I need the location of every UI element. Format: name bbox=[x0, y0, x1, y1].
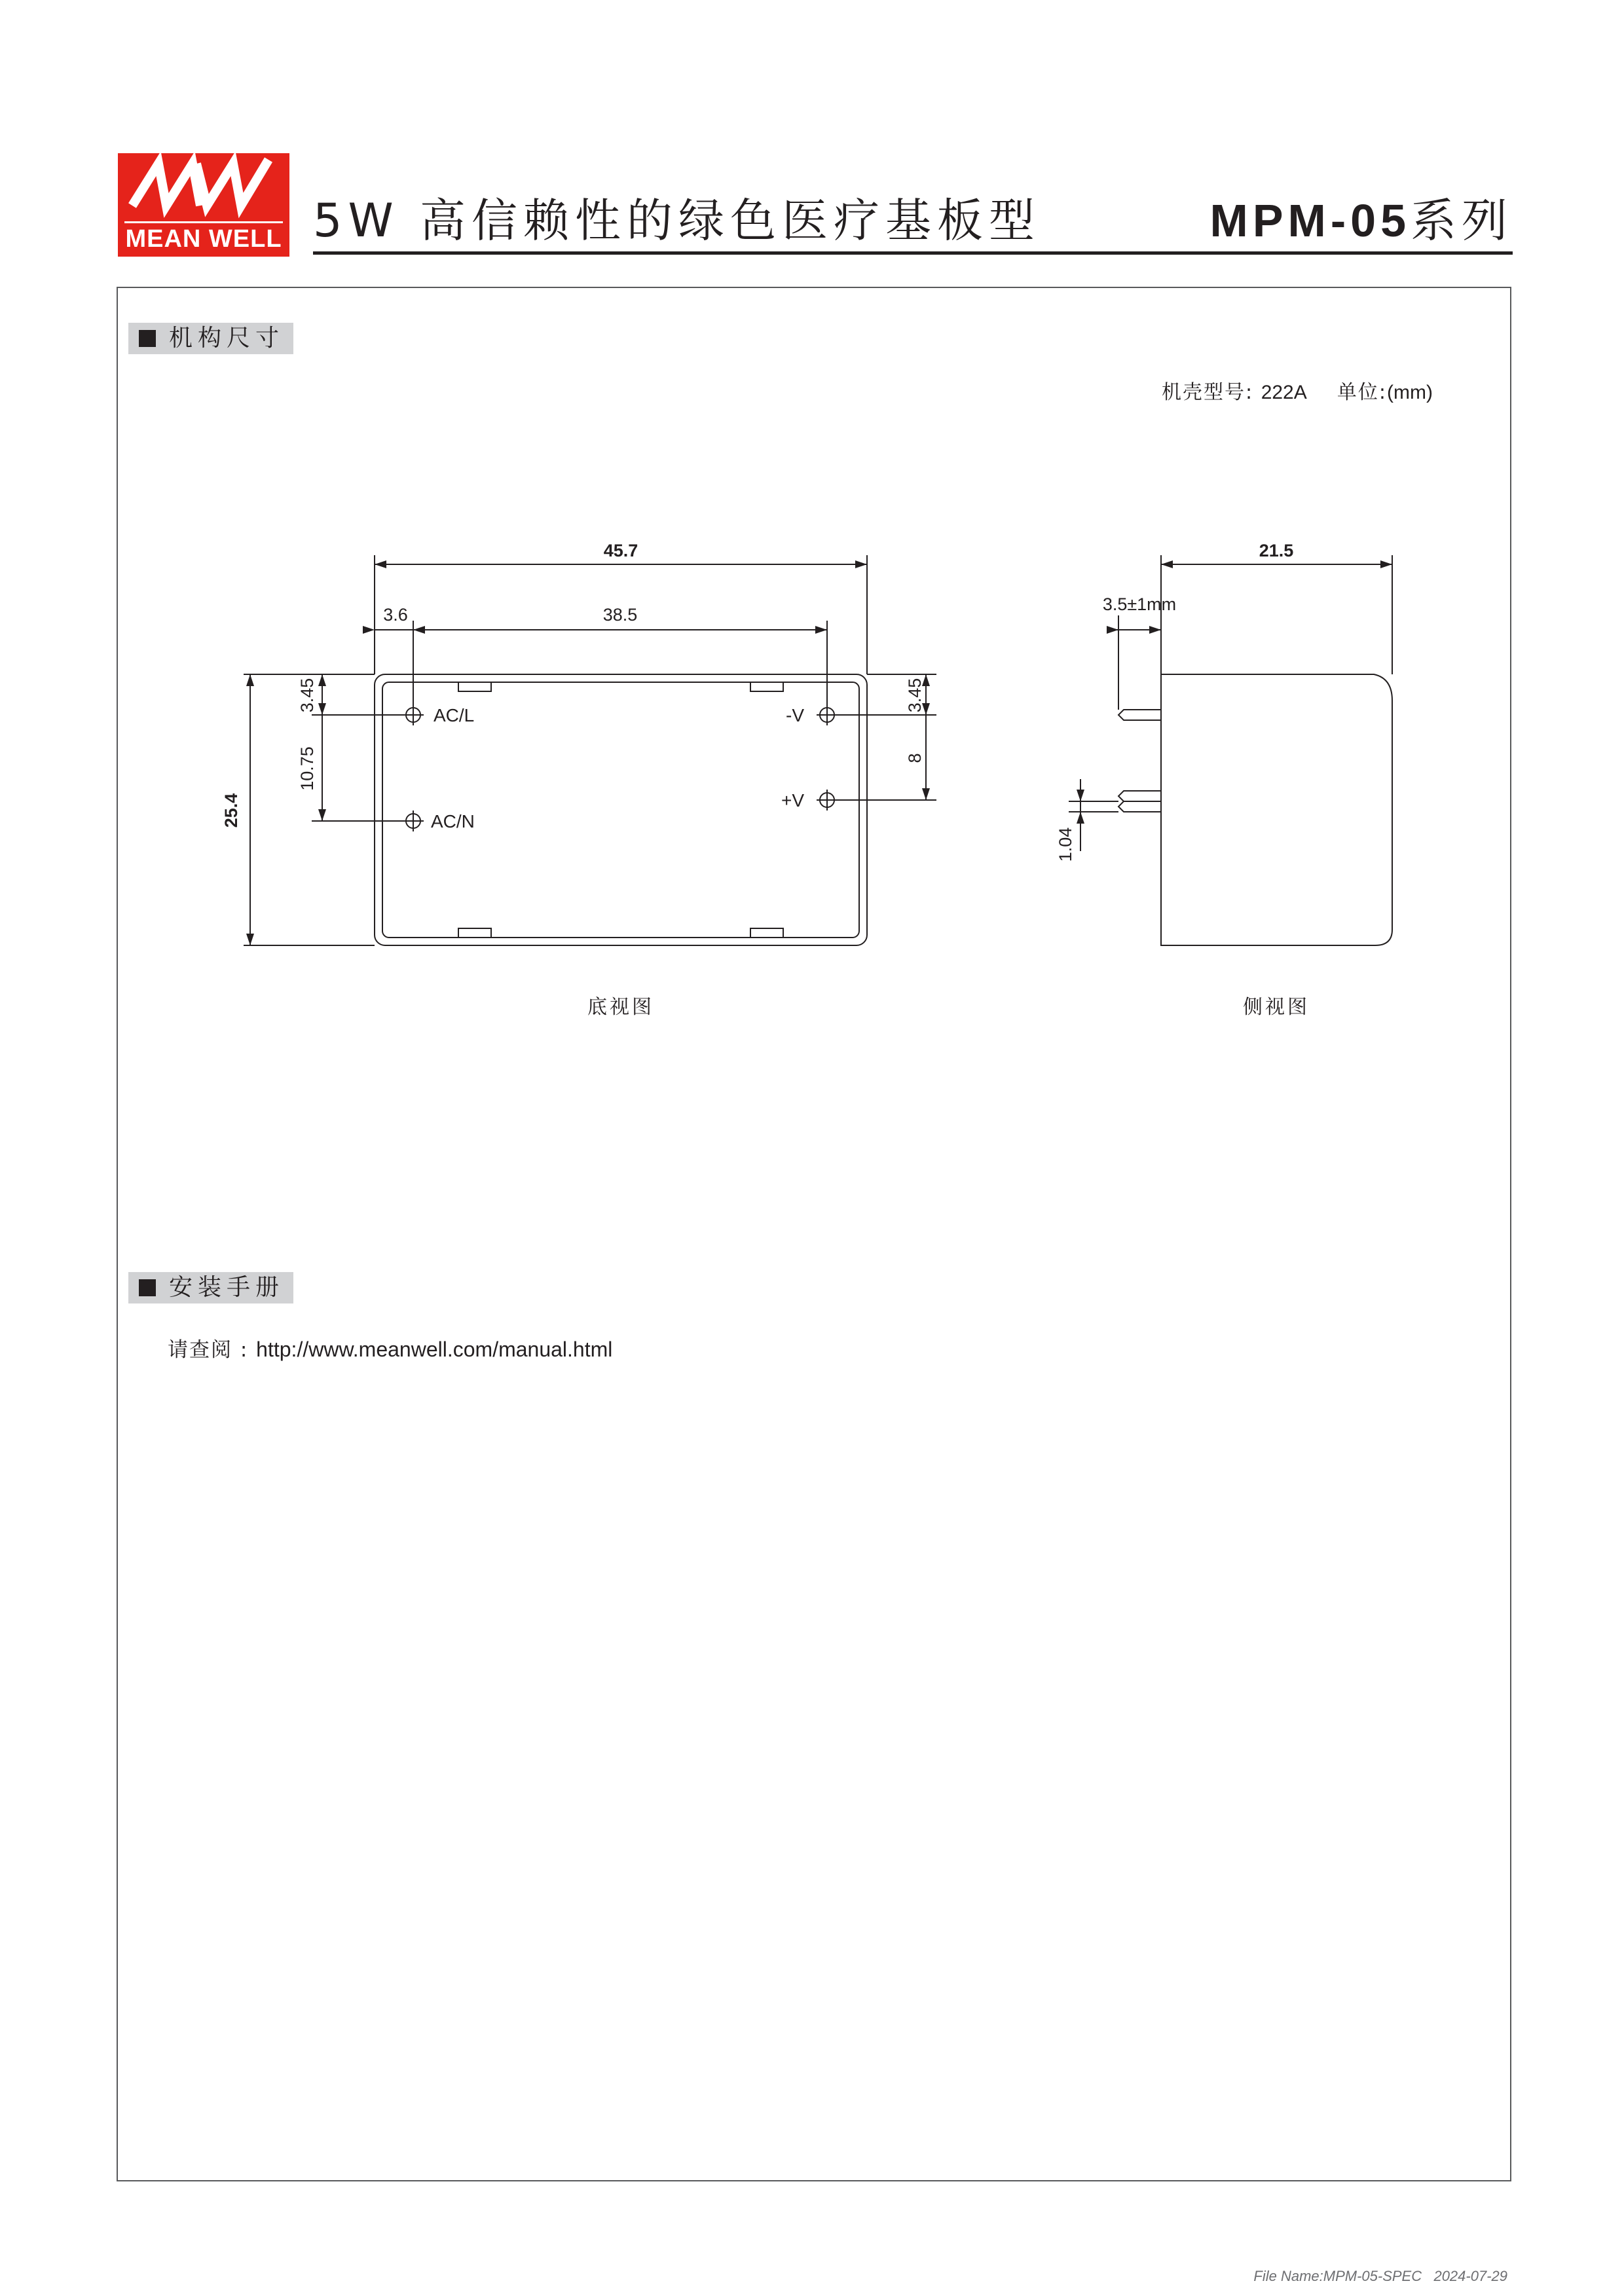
section-heading-text: 机构尺寸 bbox=[169, 325, 285, 352]
section-heading-manual bbox=[128, 1272, 293, 1303]
series-model: MPM-05 bbox=[1209, 195, 1411, 246]
unit-value: (mm) bbox=[1387, 382, 1433, 403]
caption-bottom-view: 底视图 bbox=[587, 996, 654, 1019]
dim-right-top-offset: 3.45 bbox=[905, 678, 925, 713]
square-bullet-icon bbox=[139, 1279, 156, 1296]
pin-vpos-icon bbox=[817, 790, 838, 811]
pin-vneg-icon bbox=[817, 704, 838, 725]
side-pin-low-icon bbox=[1118, 801, 1161, 812]
file-date: 2024-07-29 bbox=[1433, 2268, 1507, 2284]
dim-pin-offset-x: 3.6 bbox=[383, 605, 408, 625]
series-suffix: 系列 bbox=[1411, 194, 1513, 247]
case-value: 222A bbox=[1261, 382, 1307, 403]
side-pin-mid-icon bbox=[1118, 791, 1161, 801]
pin-label-acn: AC/N bbox=[431, 811, 475, 831]
manual-prefix: 请查阅 : bbox=[168, 1338, 249, 1362]
manual-reference bbox=[168, 1333, 612, 1362]
caption-side-view: 侧视图 bbox=[1243, 996, 1310, 1019]
unit-label: 单位: bbox=[1337, 381, 1388, 404]
pin-label-vpos: +V bbox=[781, 790, 804, 811]
document-title: 5W 高信赖性的绿色医疗基板型 bbox=[313, 194, 1041, 247]
pin-label-acl: AC/L bbox=[434, 705, 475, 725]
pin-acl-icon bbox=[403, 704, 424, 725]
dim-pin-pitch-x: 38.5 bbox=[602, 605, 638, 625]
dim-depth: 21.5 bbox=[1259, 541, 1294, 560]
footer bbox=[1253, 2268, 1507, 2285]
section-heading-text: 安装手册 bbox=[169, 1274, 285, 1301]
dim-height: 25.4 bbox=[221, 793, 241, 828]
logo-text: MEAN WELL bbox=[125, 225, 282, 253]
dim-pin-length: 3.5±1mm bbox=[1102, 594, 1177, 614]
case-label: 机壳型号: bbox=[1162, 381, 1254, 404]
pin-acn-icon bbox=[403, 811, 424, 831]
dim-pin-diameter: 1.04 bbox=[1056, 827, 1075, 862]
dim-width: 45.7 bbox=[603, 541, 638, 560]
manual-link[interactable]: http://www.meanwell.com/manual.html bbox=[256, 1338, 613, 1361]
dim-left-pin-pitch: 10.75 bbox=[297, 746, 317, 791]
dim-right-pin-pitch: 8 bbox=[905, 753, 925, 763]
pin-label-vneg: -V bbox=[786, 705, 804, 725]
side-pin-top-icon bbox=[1118, 710, 1161, 720]
side-view-outline bbox=[1161, 674, 1392, 945]
file-name: File Name:MPM-05-SPEC bbox=[1253, 2268, 1422, 2284]
dim-left-top-offset: 3.45 bbox=[297, 678, 317, 713]
